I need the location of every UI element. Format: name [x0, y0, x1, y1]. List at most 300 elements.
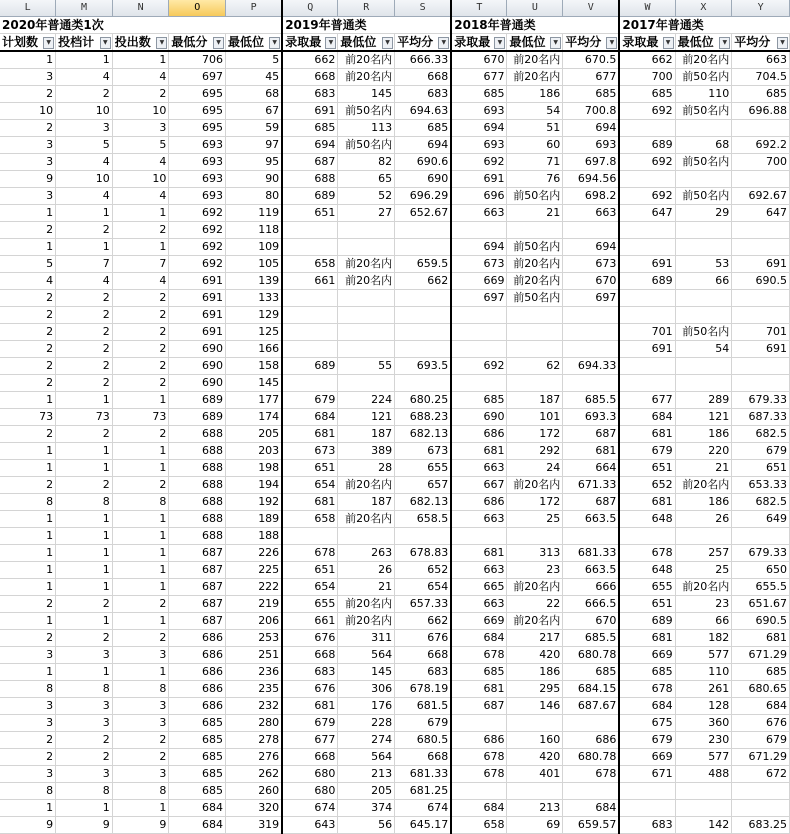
cell-S[interactable]	[395, 290, 452, 307]
field-header-M[interactable]	[56, 34, 113, 52]
cell-Q[interactable]: 668	[282, 647, 338, 664]
cell-R[interactable]: 113	[338, 120, 395, 137]
cell-M[interactable]: 1	[56, 51, 113, 69]
cell-W[interactable]: 685	[619, 664, 675, 681]
cell-V[interactable]: 686	[563, 732, 620, 749]
cell-W[interactable]: 701	[619, 324, 675, 341]
cell-S[interactable]	[395, 239, 452, 256]
cell-O[interactable]: 688	[169, 426, 226, 443]
cell-O[interactable]: 685	[169, 715, 226, 732]
cell-N[interactable]: 10	[112, 103, 169, 120]
cell-N[interactable]: 2	[112, 86, 169, 103]
cell-P[interactable]: 95	[226, 154, 283, 171]
cell-X[interactable]: 前50名内	[675, 324, 732, 341]
cell-M[interactable]: 2	[56, 341, 113, 358]
cell-V[interactable]	[563, 222, 620, 239]
cell-Y[interactable]: 679	[732, 443, 790, 460]
cell-Q[interactable]: 688	[282, 171, 338, 188]
cell-V[interactable]: 670.5	[563, 51, 620, 69]
cell-U[interactable]: 69	[507, 817, 563, 834]
cell-P[interactable]: 188	[226, 528, 283, 545]
cell-T[interactable]	[451, 222, 507, 239]
cell-T[interactable]: 670	[451, 51, 507, 69]
cell-Q[interactable]: 658	[282, 511, 338, 528]
cell-X[interactable]: 220	[675, 443, 732, 460]
cell-M[interactable]: 4	[56, 273, 113, 290]
cell-S[interactable]: 680.25	[395, 392, 452, 409]
cell-Y[interactable]: 690.5	[732, 613, 790, 630]
cell-S[interactable]: 668	[395, 69, 452, 86]
cell-Y[interactable]: 691	[732, 341, 790, 358]
cell-Q[interactable]: 674	[282, 800, 338, 817]
cell-L[interactable]: 1	[0, 443, 56, 460]
cell-S[interactable]: 678.83	[395, 545, 452, 562]
cell-T[interactable]: 663	[451, 511, 507, 528]
cell-Y[interactable]	[732, 800, 790, 817]
cell-S[interactable]: 681.25	[395, 783, 452, 800]
cell-N[interactable]: 1	[112, 392, 169, 409]
cell-T[interactable]: 697	[451, 290, 507, 307]
cell-R[interactable]: 311	[338, 630, 395, 647]
cell-W[interactable]: 678	[619, 545, 675, 562]
cell-O[interactable]: 687	[169, 596, 226, 613]
cell-N[interactable]: 2	[112, 324, 169, 341]
cell-T[interactable]: 681	[451, 545, 507, 562]
cell-T[interactable]: 696	[451, 188, 507, 205]
cell-R[interactable]: 前20名内	[338, 511, 395, 528]
cell-R[interactable]: 274	[338, 732, 395, 749]
cell-R[interactable]: 121	[338, 409, 395, 426]
cell-N[interactable]: 4	[112, 154, 169, 171]
cell-L[interactable]: 1	[0, 800, 56, 817]
cell-R[interactable]: 306	[338, 681, 395, 698]
cell-S[interactable]: 658.5	[395, 511, 452, 528]
cell-T[interactable]	[451, 375, 507, 392]
cell-P[interactable]: 276	[226, 749, 283, 766]
cell-T[interactable]: 690	[451, 409, 507, 426]
cell-P[interactable]: 205	[226, 426, 283, 443]
cell-U[interactable]	[507, 528, 563, 545]
cell-U[interactable]: 292	[507, 443, 563, 460]
cell-L[interactable]: 1	[0, 392, 56, 409]
cell-M[interactable]: 4	[56, 188, 113, 205]
cell-X[interactable]: 488	[675, 766, 732, 783]
cell-O[interactable]: 686	[169, 664, 226, 681]
cell-W[interactable]: 655	[619, 579, 675, 596]
cell-L[interactable]: 1	[0, 460, 56, 477]
cell-R[interactable]: 145	[338, 86, 395, 103]
cell-V[interactable]: 694	[563, 239, 620, 256]
cell-U[interactable]: 前20名内	[507, 273, 563, 290]
cell-O[interactable]: 687	[169, 545, 226, 562]
cell-S[interactable]: 662	[395, 273, 452, 290]
cell-V[interactable]: 663.5	[563, 511, 620, 528]
cell-W[interactable]	[619, 375, 675, 392]
cell-X[interactable]: 26	[675, 511, 732, 528]
cell-Q[interactable]: 689	[282, 188, 338, 205]
cell-M[interactable]: 2	[56, 358, 113, 375]
cell-W[interactable]	[619, 120, 675, 137]
cell-W[interactable]: 689	[619, 613, 675, 630]
cell-T[interactable]: 663	[451, 596, 507, 613]
cell-W[interactable]: 684	[619, 698, 675, 715]
cell-X[interactable]: 186	[675, 426, 732, 443]
cell-U[interactable]: 420	[507, 749, 563, 766]
cell-V[interactable]: 685	[563, 86, 620, 103]
cell-T[interactable]: 694	[451, 239, 507, 256]
cell-P[interactable]: 97	[226, 137, 283, 154]
filter-dropdown-icon[interactable]: ▼	[606, 37, 617, 49]
field-header-W[interactable]	[619, 34, 675, 52]
cell-U[interactable]: 前20名内	[507, 477, 563, 494]
cell-N[interactable]: 8	[112, 681, 169, 698]
cell-Q[interactable]: 689	[282, 358, 338, 375]
cell-T[interactable]: 691	[451, 171, 507, 188]
cell-W[interactable]: 700	[619, 69, 675, 86]
cell-X[interactable]: 110	[675, 664, 732, 681]
cell-P[interactable]: 206	[226, 613, 283, 630]
cell-V[interactable]	[563, 528, 620, 545]
cell-X[interactable]: 360	[675, 715, 732, 732]
cell-V[interactable]: 673	[563, 256, 620, 273]
cell-L[interactable]: 3	[0, 698, 56, 715]
cell-U[interactable]: 101	[507, 409, 563, 426]
cell-N[interactable]: 8	[112, 494, 169, 511]
cell-Y[interactable]	[732, 222, 790, 239]
cell-Q[interactable]: 691	[282, 103, 338, 120]
filter-dropdown-icon[interactable]: ▼	[325, 37, 336, 49]
cell-S[interactable]: 682.13	[395, 494, 452, 511]
field-header-L[interactable]	[0, 34, 56, 52]
filter-dropdown-icon[interactable]: ▼	[438, 37, 449, 49]
cell-P[interactable]: 133	[226, 290, 283, 307]
cell-R[interactable]: 187	[338, 494, 395, 511]
cell-M[interactable]: 8	[56, 494, 113, 511]
cell-O[interactable]: 686	[169, 698, 226, 715]
cell-X[interactable]: 110	[675, 86, 732, 103]
cell-Q[interactable]: 680	[282, 766, 338, 783]
cell-M[interactable]: 2	[56, 630, 113, 647]
cell-N[interactable]: 1	[112, 528, 169, 545]
filter-dropdown-icon[interactable]: ▼	[663, 37, 674, 49]
cell-M[interactable]: 2	[56, 426, 113, 443]
cell-V[interactable]: 687	[563, 494, 620, 511]
cell-Y[interactable]	[732, 528, 790, 545]
cell-N[interactable]: 1	[112, 460, 169, 477]
cell-W[interactable]: 685	[619, 86, 675, 103]
cell-N[interactable]: 2	[112, 290, 169, 307]
cell-W[interactable]: 669	[619, 647, 675, 664]
cell-Y[interactable]: 647	[732, 205, 790, 222]
cell-N[interactable]: 7	[112, 256, 169, 273]
filter-dropdown-icon[interactable]: ▼	[156, 37, 167, 49]
sort-filter-icon[interactable]: ▼	[213, 37, 224, 49]
cell-X[interactable]	[675, 239, 732, 256]
cell-N[interactable]: 2	[112, 307, 169, 324]
cell-O[interactable]: 685	[169, 783, 226, 800]
cell-X[interactable]	[675, 358, 732, 375]
cell-V[interactable]: 666.5	[563, 596, 620, 613]
column-header-O[interactable]: O	[169, 0, 226, 17]
cell-Y[interactable]: 687.33	[732, 409, 790, 426]
cell-R[interactable]: 前20名内	[338, 596, 395, 613]
cell-S[interactable]: 657.33	[395, 596, 452, 613]
cell-T[interactable]: 692	[451, 358, 507, 375]
cell-O[interactable]: 686	[169, 647, 226, 664]
cell-L[interactable]: 1	[0, 528, 56, 545]
cell-U[interactable]: 313	[507, 545, 563, 562]
cell-T[interactable]: 684	[451, 630, 507, 647]
cell-N[interactable]: 1	[112, 239, 169, 256]
cell-U[interactable]	[507, 783, 563, 800]
cell-V[interactable]: 684	[563, 800, 620, 817]
cell-L[interactable]: 2	[0, 426, 56, 443]
cell-W[interactable]: 681	[619, 494, 675, 511]
filter-dropdown-icon[interactable]: ▼	[494, 37, 505, 49]
cell-T[interactable]: 663	[451, 562, 507, 579]
filter-dropdown-icon[interactable]: ▼	[550, 37, 561, 49]
cell-T[interactable]	[451, 341, 507, 358]
cell-T[interactable]: 685	[451, 664, 507, 681]
cell-U[interactable]	[507, 715, 563, 732]
cell-M[interactable]: 2	[56, 749, 113, 766]
cell-U[interactable]: 前20名内	[507, 256, 563, 273]
cell-Y[interactable]: 704.5	[732, 69, 790, 86]
cell-L[interactable]: 2	[0, 120, 56, 137]
cell-V[interactable]: 685.5	[563, 392, 620, 409]
cell-U[interactable]	[507, 222, 563, 239]
cell-M[interactable]: 1	[56, 664, 113, 681]
cell-Y[interactable]	[732, 239, 790, 256]
cell-Y[interactable]: 690.5	[732, 273, 790, 290]
cell-P[interactable]: 5	[226, 51, 283, 69]
cell-M[interactable]: 5	[56, 137, 113, 154]
cell-O[interactable]: 691	[169, 273, 226, 290]
cell-X[interactable]	[675, 171, 732, 188]
cell-O[interactable]: 692	[169, 222, 226, 239]
cell-W[interactable]: 683	[619, 817, 675, 834]
column-header-W[interactable]: W	[619, 0, 675, 17]
cell-X[interactable]: 54	[675, 341, 732, 358]
cell-Y[interactable]: 684	[732, 698, 790, 715]
cell-W[interactable]	[619, 222, 675, 239]
cell-U[interactable]: 217	[507, 630, 563, 647]
cell-Q[interactable]: 673	[282, 443, 338, 460]
cell-S[interactable]	[395, 324, 452, 341]
cell-U[interactable]: 24	[507, 460, 563, 477]
cell-T[interactable]: 663	[451, 205, 507, 222]
cell-T[interactable]: 678	[451, 766, 507, 783]
cell-M[interactable]: 1	[56, 511, 113, 528]
cell-W[interactable]: 679	[619, 443, 675, 460]
cell-R[interactable]: 56	[338, 817, 395, 834]
cell-R[interactable]: 224	[338, 392, 395, 409]
cell-V[interactable]: 694.56	[563, 171, 620, 188]
cell-R[interactable]: 374	[338, 800, 395, 817]
cell-V[interactable]: 700.8	[563, 103, 620, 120]
cell-U[interactable]	[507, 375, 563, 392]
cell-O[interactable]: 693	[169, 137, 226, 154]
cell-V[interactable]	[563, 324, 620, 341]
cell-W[interactable]: 692	[619, 154, 675, 171]
cell-M[interactable]: 73	[56, 409, 113, 426]
cell-M[interactable]: 8	[56, 783, 113, 800]
filter-dropdown-icon[interactable]: ▼	[269, 37, 280, 49]
cell-N[interactable]: 9	[112, 817, 169, 834]
cell-W[interactable]: 691	[619, 256, 675, 273]
cell-O[interactable]: 688	[169, 443, 226, 460]
cell-L[interactable]: 2	[0, 341, 56, 358]
cell-P[interactable]: 320	[226, 800, 283, 817]
cell-M[interactable]: 2	[56, 375, 113, 392]
cell-N[interactable]: 3	[112, 120, 169, 137]
cell-W[interactable]: 648	[619, 562, 675, 579]
cell-W[interactable]	[619, 307, 675, 324]
field-header-Q[interactable]	[282, 34, 338, 52]
cell-T[interactable]	[451, 307, 507, 324]
cell-X[interactable]: 前20名内	[675, 51, 732, 69]
cell-R[interactable]	[338, 239, 395, 256]
cell-S[interactable]: 676	[395, 630, 452, 647]
cell-U[interactable]: 前20名内	[507, 51, 563, 69]
cell-M[interactable]: 1	[56, 545, 113, 562]
cell-T[interactable]: 677	[451, 69, 507, 86]
cell-N[interactable]: 2	[112, 749, 169, 766]
cell-L[interactable]: 2	[0, 375, 56, 392]
cell-S[interactable]	[395, 222, 452, 239]
cell-Y[interactable]: 671.29	[732, 749, 790, 766]
cell-S[interactable]: 696.29	[395, 188, 452, 205]
cell-T[interactable]: 669	[451, 613, 507, 630]
cell-L[interactable]: 8	[0, 783, 56, 800]
cell-Y[interactable]	[732, 375, 790, 392]
cell-M[interactable]: 1	[56, 800, 113, 817]
cell-X[interactable]: 21	[675, 460, 732, 477]
cell-L[interactable]: 2	[0, 324, 56, 341]
cell-Y[interactable]: 653.33	[732, 477, 790, 494]
cell-W[interactable]: 651	[619, 596, 675, 613]
cell-M[interactable]: 4	[56, 69, 113, 86]
cell-Y[interactable]	[732, 171, 790, 188]
cell-P[interactable]: 260	[226, 783, 283, 800]
cell-M[interactable]: 4	[56, 154, 113, 171]
cell-U[interactable]: 前20名内	[507, 579, 563, 596]
cell-Y[interactable]: 679	[732, 732, 790, 749]
cell-V[interactable]: 659.57	[563, 817, 620, 834]
cell-V[interactable]: 681	[563, 443, 620, 460]
cell-M[interactable]: 2	[56, 596, 113, 613]
cell-Q[interactable]	[282, 290, 338, 307]
column-header-R[interactable]: R	[338, 0, 395, 17]
cell-O[interactable]: 685	[169, 732, 226, 749]
cell-U[interactable]	[507, 324, 563, 341]
cell-T[interactable]: 686	[451, 426, 507, 443]
cell-O[interactable]: 686	[169, 630, 226, 647]
cell-N[interactable]: 1	[112, 443, 169, 460]
cell-M[interactable]: 2	[56, 477, 113, 494]
cell-W[interactable]: 662	[619, 51, 675, 69]
cell-Q[interactable]: 679	[282, 715, 338, 732]
cell-T[interactable]: 673	[451, 256, 507, 273]
cell-L[interactable]: 2	[0, 596, 56, 613]
cell-S[interactable]: 645.17	[395, 817, 452, 834]
cell-O[interactable]: 685	[169, 766, 226, 783]
cell-M[interactable]: 8	[56, 681, 113, 698]
field-header-O[interactable]	[169, 34, 226, 52]
cell-Y[interactable]: 700	[732, 154, 790, 171]
cell-X[interactable]	[675, 307, 732, 324]
cell-U[interactable]: 前50名内	[507, 239, 563, 256]
cell-P[interactable]: 262	[226, 766, 283, 783]
cell-Y[interactable]: 649	[732, 511, 790, 528]
cell-W[interactable]: 647	[619, 205, 675, 222]
cell-P[interactable]: 125	[226, 324, 283, 341]
cell-R[interactable]: 前50名内	[338, 103, 395, 120]
cell-W[interactable]: 651	[619, 460, 675, 477]
cell-R[interactable]: 前20名内	[338, 273, 395, 290]
cell-O[interactable]: 687	[169, 562, 226, 579]
cell-U[interactable]	[507, 341, 563, 358]
cell-V[interactable]: 671.33	[563, 477, 620, 494]
cell-S[interactable]: 674	[395, 800, 452, 817]
cell-W[interactable]	[619, 528, 675, 545]
cell-T[interactable]: 685	[451, 86, 507, 103]
cell-Q[interactable]: 651	[282, 562, 338, 579]
cell-M[interactable]: 3	[56, 766, 113, 783]
group-title-2018[interactable]: 2018年普通类	[451, 17, 619, 34]
cell-S[interactable]: 668	[395, 647, 452, 664]
cell-T[interactable]: 669	[451, 273, 507, 290]
cell-V[interactable]: 680.78	[563, 647, 620, 664]
cell-R[interactable]: 213	[338, 766, 395, 783]
cell-V[interactable]: 685.5	[563, 630, 620, 647]
cell-V[interactable]: 681.33	[563, 545, 620, 562]
cell-Q[interactable]	[282, 307, 338, 324]
cell-U[interactable]: 54	[507, 103, 563, 120]
cell-T[interactable]: 663	[451, 460, 507, 477]
cell-P[interactable]: 198	[226, 460, 283, 477]
cell-V[interactable]: 663.5	[563, 562, 620, 579]
cell-R[interactable]	[338, 324, 395, 341]
cell-R[interactable]	[338, 222, 395, 239]
cell-V[interactable]: 694.33	[563, 358, 620, 375]
cell-Q[interactable]: 651	[282, 205, 338, 222]
cell-R[interactable]: 176	[338, 698, 395, 715]
cell-S[interactable]: 694.63	[395, 103, 452, 120]
cell-O[interactable]: 695	[169, 86, 226, 103]
cell-S[interactable]: 681.33	[395, 766, 452, 783]
cell-O[interactable]: 688	[169, 528, 226, 545]
cell-O[interactable]: 692	[169, 239, 226, 256]
cell-O[interactable]: 692	[169, 205, 226, 222]
cell-Q[interactable]: 679	[282, 392, 338, 409]
cell-W[interactable]: 648	[619, 511, 675, 528]
cell-N[interactable]: 2	[112, 426, 169, 443]
cell-V[interactable]: 697.8	[563, 154, 620, 171]
cell-P[interactable]: 45	[226, 69, 283, 86]
cell-O[interactable]: 706	[169, 51, 226, 69]
cell-S[interactable]: 657	[395, 477, 452, 494]
column-header-Y[interactable]: Y	[732, 0, 790, 17]
cell-M[interactable]: 10	[56, 171, 113, 188]
cell-Y[interactable]: 650	[732, 562, 790, 579]
cell-P[interactable]: 232	[226, 698, 283, 715]
cell-X[interactable]	[675, 222, 732, 239]
cell-X[interactable]	[675, 800, 732, 817]
cell-O[interactable]: 693	[169, 188, 226, 205]
cell-U[interactable]: 21	[507, 205, 563, 222]
cell-O[interactable]: 690	[169, 358, 226, 375]
